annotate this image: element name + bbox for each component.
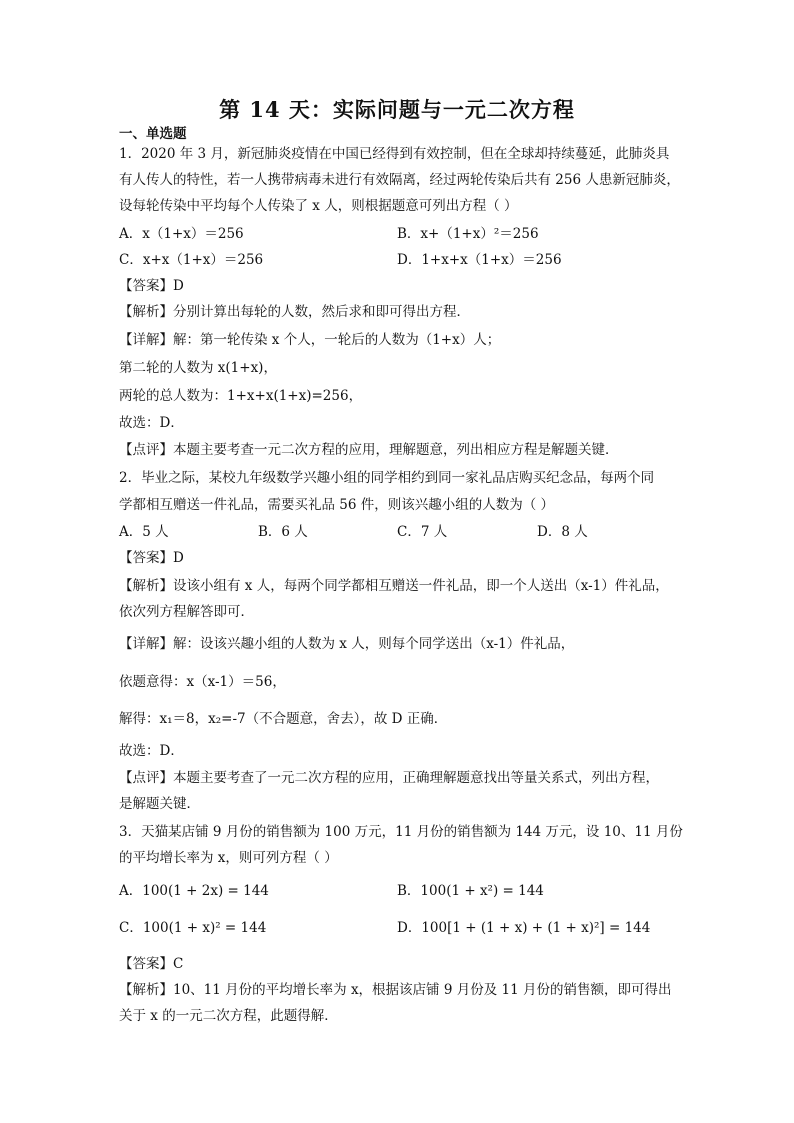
q2-option-c: C．7 人 [397, 524, 448, 540]
q3-option-d: D．100[1 + (1 + x) + (1 + x)²] = 144 [397, 920, 651, 936]
q1-detail-line-2: 第二轮的人数为 x(1+x)， [119, 360, 277, 376]
q1-stem-line-3: 设每轮传染中平均每个人传染了 x 人，则根据题意可列出方程（ ） [119, 198, 518, 214]
q2-comment-line-2: 是解题关键． [119, 796, 200, 812]
q1-stem-line-2: 有人传人的特性，若一人携带病毒未进行有效隔离，经过两轮传染后共有 256 人患新冠肺炎， [119, 172, 680, 188]
q2-detail-line-3: 解得：x₁＝8，x₂=-7（不合题意，舍去），故 D 正确． [119, 711, 448, 727]
q2-detail-line-2: 依题意得：x（x-1）＝56， [119, 674, 286, 690]
q2-option-d: D．8 人 [537, 524, 588, 540]
page-title: 第 14 天：实际问题与一元二次方程 [219, 97, 575, 122]
q1-analysis: 【解析】分别计算出每轮的人数，然后求和即可得出方程． [119, 304, 470, 320]
q1-stem-line-1: 1．2020 年 3 月，新冠肺炎疫情在中国已经得到有效控制，但在全球却持续蔓延，此肺炎具 [119, 146, 670, 162]
q2-analysis-line-2: 依次列方程解答即可． [119, 604, 254, 620]
q1-option-a: A．x（1+x）＝256 [119, 226, 244, 242]
q2-detail-line-1: 【详解】解：设该兴趣小组的人数为 x 人，则每个同学送出（x-1）件礼品， [119, 636, 575, 652]
section-heading: 一、单选题 [119, 126, 187, 142]
q2-analysis-line-1: 【解析】设该小组有 x 人，每两个同学都相互赠送一件礼品，即一个人送出（x-1）件礼品， [119, 578, 669, 594]
q3-answer: 【答案】C [119, 956, 184, 972]
q1-comment: 【点评】本题主要考查一元二次方程的应用，理解题意，列出相应方程是解题关键． [119, 442, 619, 458]
q2-detail-line-4: 故选：D． [119, 743, 184, 759]
q1-detail-line-4: 故选：D． [119, 415, 184, 431]
q1-option-d: D．1+x+x（1+x）＝256 [397, 252, 562, 268]
q1-option-c: C．x+x（1+x）＝256 [119, 252, 264, 268]
q3-analysis-line-2: 关于 x 的一元二次方程，此题得解． [119, 1008, 338, 1024]
q3-stem-line-1: 3．天猫某店铺 9 月份的销售额为 100 万元，11 月份的销售额为 144 万元，设 10、11 月份 [119, 824, 683, 840]
q2-comment-line-1: 【点评】本题主要考查了一元二次方程的应用，正确理解题意找出等量关系式，列出方程， [119, 770, 659, 786]
q1-detail-line-1: 【详解】解：第一轮传染 x 个人，一轮后的人数为（1+x）人； [119, 332, 501, 348]
q1-detail-line-3: 两轮的总人数为：1+x+x(1+x)=256， [119, 388, 363, 404]
q3-stem-line-2: 的平均增长率为 x，则可列方程（ ） [119, 850, 338, 866]
q2-stem-line-2: 学都相互赠送一件礼品，需要买礼品 56 件，则该兴趣小组的人数为（ ） [119, 497, 555, 513]
q3-option-a: A．100(1 + 2x) = 144 [119, 883, 269, 899]
q1-answer: 【答案】D [119, 278, 184, 294]
q2-option-b: B．6 人 [258, 524, 308, 540]
q3-option-c: C．100(1 + x)² = 144 [119, 920, 267, 936]
q2-stem-line-1: 2．毕业之际，某校九年级数学兴趣小组的同学相约到同一家礼品店购买纪念品，每两个同 [119, 470, 655, 486]
q3-analysis-line-1: 【解析】10、11 月份的平均增长率为 x，根据该店铺 9 月份及 11 月份的销售额，即可得出 [119, 982, 672, 998]
q2-answer: 【答案】D [119, 550, 184, 566]
q1-option-b: B．x+（1+x）²＝256 [397, 226, 539, 242]
q2-option-a: A．5 人 [119, 524, 169, 540]
q3-option-b: B．100(1 + x²) = 144 [397, 883, 544, 899]
